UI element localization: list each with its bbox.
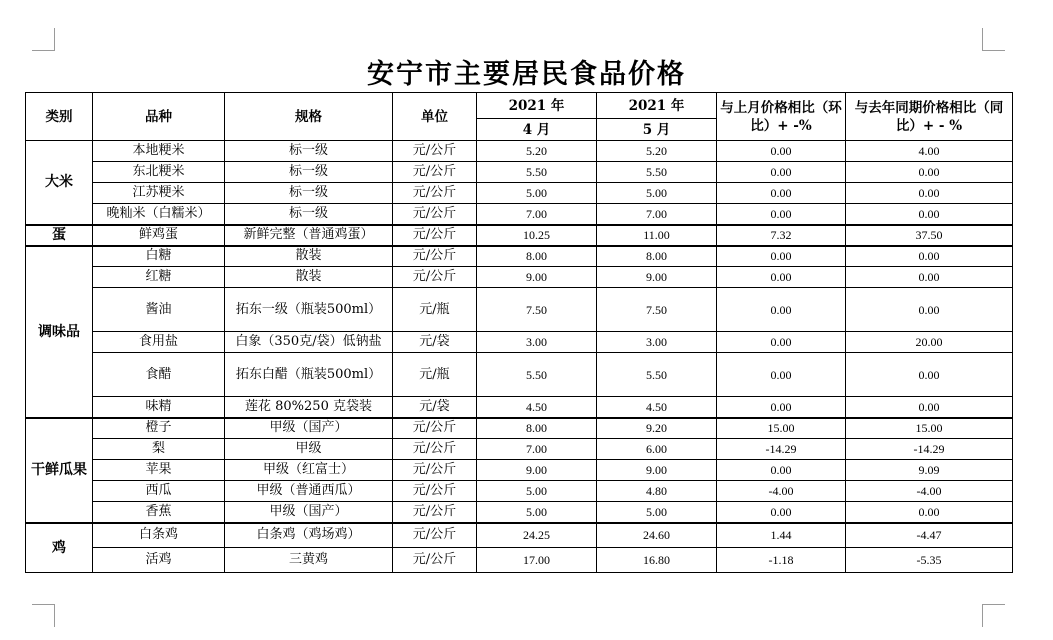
spec-cell: 标一级: [225, 162, 393, 183]
mom-change-cell: 0.00: [717, 183, 846, 204]
header-spec: 规格: [225, 93, 393, 141]
spec-cell: 白象（350克/袋）低钠盐: [225, 332, 393, 353]
table-row: [26, 267, 1013, 288]
crop-mark-top-right: [982, 28, 1005, 51]
apr-price-cell: 5.50: [477, 353, 597, 397]
variety-cell: 鲜鸡蛋: [93, 225, 225, 246]
header-yoy: 与去年同期价格相比（同比）+ - %: [846, 93, 1013, 141]
header-year-apr: 2021 年: [477, 93, 597, 119]
spec-cell: 甲级（国产）: [225, 502, 393, 523]
unit-cell: 元/袋: [393, 332, 477, 353]
may-price-cell: 7.50: [597, 288, 717, 332]
mom-change-cell: 0.00: [717, 288, 846, 332]
variety-cell: 西瓜: [93, 481, 225, 502]
mom-change-cell: -4.00: [717, 481, 846, 502]
unit-cell: 元/公斤: [393, 439, 477, 460]
variety-cell: 白条鸡: [93, 523, 225, 548]
yoy-change-cell: -4.47: [846, 523, 1013, 548]
header-month-apr: 4 月: [477, 119, 597, 141]
page-title: 安宁市主要居民食品价格: [367, 59, 686, 90]
unit-cell: 元/公斤: [393, 267, 477, 288]
unit-cell: 元/公斤: [393, 481, 477, 502]
mom-change-cell: 0.00: [717, 353, 846, 397]
variety-cell: 橙子: [93, 418, 225, 439]
yoy-change-cell: 0.00: [846, 502, 1013, 523]
table-row: [26, 288, 1013, 332]
header-category: 类别: [26, 93, 93, 141]
may-price-cell: 3.00: [597, 332, 717, 353]
mom-change-cell: 0.00: [717, 246, 846, 267]
price-table: [25, 92, 1013, 573]
variety-cell: 食醋: [93, 353, 225, 397]
table-row: [26, 225, 1013, 246]
header-mom: 与上月价格相比（环比）+ -%: [717, 93, 846, 141]
unit-cell: 元/公斤: [393, 183, 477, 204]
table-row: [26, 439, 1013, 460]
spec-cell: 标一级: [225, 183, 393, 204]
may-price-cell: 9.00: [597, 460, 717, 481]
mom-change-cell: 0.00: [717, 397, 846, 418]
unit-cell: 元/公斤: [393, 204, 477, 225]
yoy-change-cell: 20.00: [846, 332, 1013, 353]
apr-price-cell: 5.00: [477, 502, 597, 523]
apr-price-cell: 7.50: [477, 288, 597, 332]
spec-cell: 标一级: [225, 204, 393, 225]
apr-price-cell: 5.00: [477, 481, 597, 502]
may-price-cell: 24.60: [597, 523, 717, 548]
may-price-cell: 5.50: [597, 162, 717, 183]
spec-cell: 甲级: [225, 439, 393, 460]
yoy-change-cell: -4.00: [846, 481, 1013, 502]
mom-change-cell: 0.00: [717, 332, 846, 353]
variety-cell: 本地粳米: [93, 141, 225, 162]
may-price-cell: 16.80: [597, 548, 717, 573]
may-price-cell: 4.50: [597, 397, 717, 418]
unit-cell: 元/公斤: [393, 460, 477, 481]
table-row: [26, 460, 1013, 481]
apr-price-cell: 5.00: [477, 183, 597, 204]
yoy-change-cell: 9.09: [846, 460, 1013, 481]
category-cell: 调味品: [26, 246, 93, 418]
may-price-cell: 11.00: [597, 225, 717, 246]
yoy-change-cell: 4.00: [846, 141, 1013, 162]
mom-change-cell: 0.00: [717, 141, 846, 162]
yoy-change-cell: 0.00: [846, 267, 1013, 288]
may-price-cell: 5.00: [597, 183, 717, 204]
variety-cell: 白糖: [93, 246, 225, 267]
table-row: [26, 523, 1013, 548]
unit-cell: 元/公斤: [393, 141, 477, 162]
unit-cell: 元/公斤: [393, 162, 477, 183]
header-year-may: 2021 年: [597, 93, 717, 119]
mom-change-cell: 7.32: [717, 225, 846, 246]
table-row: [26, 502, 1013, 523]
variety-cell: 酱油: [93, 288, 225, 332]
may-price-cell: 9.20: [597, 418, 717, 439]
may-price-cell: 8.00: [597, 246, 717, 267]
unit-cell: 元/公斤: [393, 246, 477, 267]
category-cell: 鸡: [26, 523, 93, 573]
yoy-change-cell: 15.00: [846, 418, 1013, 439]
variety-cell: 活鸡: [93, 548, 225, 573]
yoy-change-cell: 37.50: [846, 225, 1013, 246]
apr-price-cell: 24.25: [477, 523, 597, 548]
unit-cell: 元/公斤: [393, 225, 477, 246]
apr-price-cell: 10.25: [477, 225, 597, 246]
table-row: [26, 548, 1013, 573]
variety-cell: 食用盐: [93, 332, 225, 353]
apr-price-cell: 4.50: [477, 397, 597, 418]
may-price-cell: 5.50: [597, 353, 717, 397]
may-price-cell: 6.00: [597, 439, 717, 460]
mom-change-cell: 1.44: [717, 523, 846, 548]
variety-cell: 味精: [93, 397, 225, 418]
spec-cell: 甲级（红富士）: [225, 460, 393, 481]
yoy-change-cell: 0.00: [846, 162, 1013, 183]
spec-cell: 新鲜完整（普通鸡蛋）: [225, 225, 393, 246]
apr-price-cell: 9.00: [477, 460, 597, 481]
yoy-change-cell: 0.00: [846, 397, 1013, 418]
apr-price-cell: 5.20: [477, 141, 597, 162]
may-price-cell: 7.00: [597, 204, 717, 225]
unit-cell: 元/瓶: [393, 353, 477, 397]
crop-mark-top-left: [32, 28, 55, 51]
unit-cell: 元/公斤: [393, 523, 477, 548]
mom-change-cell: 0.00: [717, 460, 846, 481]
spec-cell: 甲级（国产）: [225, 418, 393, 439]
may-price-cell: 5.00: [597, 502, 717, 523]
mom-change-cell: 0.00: [717, 502, 846, 523]
price-table-body: [26, 141, 1013, 573]
may-price-cell: 4.80: [597, 481, 717, 502]
mom-change-cell: 0.00: [717, 204, 846, 225]
spec-cell: 莲花 80%250 克袋装: [225, 397, 393, 418]
may-price-cell: 5.20: [597, 141, 717, 162]
yoy-change-cell: 0.00: [846, 204, 1013, 225]
table-row: [26, 353, 1013, 397]
table-row: [26, 397, 1013, 418]
spec-cell: 散装: [225, 267, 393, 288]
table-row: [26, 141, 1013, 162]
mom-change-cell: 15.00: [717, 418, 846, 439]
apr-price-cell: 8.00: [477, 246, 597, 267]
header-unit: 单位: [393, 93, 477, 141]
apr-price-cell: 17.00: [477, 548, 597, 573]
apr-price-cell: 8.00: [477, 418, 597, 439]
table-row: [26, 204, 1013, 225]
yoy-change-cell: -14.29: [846, 439, 1013, 460]
unit-cell: 元/瓶: [393, 288, 477, 332]
spec-cell: 拓东白醋（瓶装500ml）: [225, 353, 393, 397]
table-row: [26, 183, 1013, 204]
mom-change-cell: 0.00: [717, 162, 846, 183]
table-row: [26, 481, 1013, 502]
crop-mark-bottom-left: [32, 604, 55, 627]
variety-cell: 苹果: [93, 460, 225, 481]
yoy-change-cell: 0.00: [846, 246, 1013, 267]
category-cell: 蛋: [26, 225, 93, 246]
variety-cell: 香蕉: [93, 502, 225, 523]
table-row: [26, 162, 1013, 183]
spec-cell: 白条鸡（鸡场鸡）: [225, 523, 393, 548]
yoy-change-cell: 0.00: [846, 353, 1013, 397]
table-row: [26, 246, 1013, 267]
variety-cell: 梨: [93, 439, 225, 460]
header-variety: 品种: [93, 93, 225, 141]
apr-price-cell: 7.00: [477, 439, 597, 460]
spec-cell: 甲级（普通西瓜）: [225, 481, 393, 502]
mom-change-cell: 0.00: [717, 267, 846, 288]
variety-cell: 红糖: [93, 267, 225, 288]
apr-price-cell: 3.00: [477, 332, 597, 353]
apr-price-cell: 9.00: [477, 267, 597, 288]
crop-mark-bottom-right: [982, 604, 1005, 627]
category-cell: 大米: [26, 141, 93, 225]
apr-price-cell: 7.00: [477, 204, 597, 225]
spec-cell: 拓东一级（瓶装500ml）: [225, 288, 393, 332]
yoy-change-cell: 0.00: [846, 288, 1013, 332]
yoy-change-cell: -5.35: [846, 548, 1013, 573]
unit-cell: 元/袋: [393, 397, 477, 418]
unit-cell: 元/公斤: [393, 548, 477, 573]
header-month-may: 5 月: [597, 119, 717, 141]
mom-change-cell: -1.18: [717, 548, 846, 573]
variety-cell: 东北粳米: [93, 162, 225, 183]
yoy-change-cell: 0.00: [846, 183, 1013, 204]
table-row: [26, 332, 1013, 353]
unit-cell: 元/公斤: [393, 418, 477, 439]
unit-cell: 元/公斤: [393, 502, 477, 523]
category-cell: 干鲜瓜果: [26, 418, 93, 523]
table-row: [26, 418, 1013, 439]
spec-cell: 散装: [225, 246, 393, 267]
variety-cell: 晚籼米（白糯米）: [93, 204, 225, 225]
apr-price-cell: 5.50: [477, 162, 597, 183]
spec-cell: 标一级: [225, 141, 393, 162]
variety-cell: 江苏粳米: [93, 183, 225, 204]
may-price-cell: 9.00: [597, 267, 717, 288]
spec-cell: 三黄鸡: [225, 548, 393, 573]
mom-change-cell: -14.29: [717, 439, 846, 460]
